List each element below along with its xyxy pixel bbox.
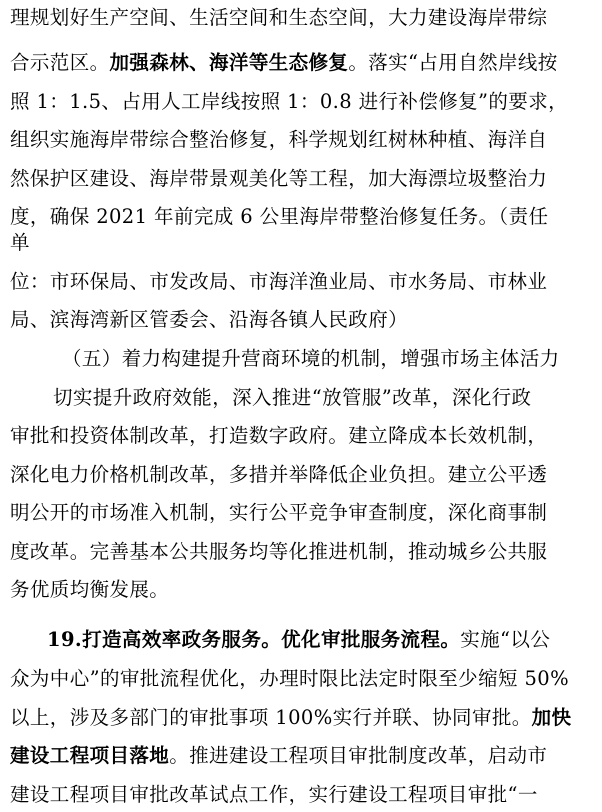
text-line-14 [10, 499, 547, 527]
text-line-8 [10, 268, 547, 296]
text-line-17 [47, 626, 550, 654]
text-line-3 [10, 88, 568, 116]
text: 审批和投资体制改革，打造数字政府。建立降成本长效机制， [10, 424, 548, 447]
text: 位：市环保局、市发改局、市海洋渔业局、市水务局、市林业 [10, 270, 548, 293]
text: 实施“以公 [460, 628, 551, 651]
text: 明公开的市场准入机制，实行公平竞争审查制度，深化商事制 [10, 501, 548, 524]
text-line-18 [10, 665, 569, 693]
text-line-11 [53, 384, 531, 412]
text-line-10 [62, 345, 560, 373]
text-line-15 [10, 538, 547, 566]
bold-text: 优化审批服务流程。 [281, 628, 461, 651]
bold-text: 加快 [531, 706, 572, 729]
text-line-12 [10, 422, 547, 450]
text: 度，确保 2021 年前完成 6 公里海岸带整治修复任务。（责任 [10, 205, 549, 228]
bold-text: 建设工程项目落地 [10, 744, 170, 767]
text-line-16 [10, 576, 169, 604]
text-line-13 [10, 461, 547, 489]
text: 众为中心”的审批流程优化，办理时限比法定时限至少缩短 50% [10, 667, 570, 690]
text-line-6 [10, 203, 548, 231]
text-line-1 [10, 4, 547, 32]
text: 合示范区。 [10, 51, 110, 74]
text: 局、滨海湾新区管委会、沿海各镇人民政府） [10, 308, 409, 331]
text-line-7 [10, 229, 30, 257]
bold-text: 加强森林、海洋等生态修复 [109, 51, 349, 74]
text: 度改革。完善基本公共服务均等化推进机制，推动城乡公共服 [10, 540, 548, 563]
text: 照 1：1.5、占用人工岸线按照 1：0.8 进行补偿修复”的要求， [10, 90, 569, 113]
text: 深化电力价格机制改革，多措并举降低企业负担。建立公平透 [10, 463, 548, 486]
text: 以上，涉及多部门的审批事项 100%实行并联、协同审批。 [10, 706, 532, 729]
text-line-9 [10, 306, 408, 334]
text: 理规划好生产空间、生活空间和生态空间，大力建设海岸带综 [10, 6, 548, 29]
text-line-5 [10, 165, 547, 193]
text-line-4 [10, 126, 547, 154]
text-line-20 [10, 742, 547, 770]
text: 。推进建设工程项目审批制度改革，启动市 [169, 744, 548, 767]
text-line-19 [10, 704, 571, 732]
text: 务优质均衡发展。 [10, 578, 170, 601]
text: 切实提升政府效能，深入推进“放管服”改革，深化行政 [53, 386, 532, 409]
text: （五）着力构建提升营商环境的机制，增强市场主体活力 [62, 347, 560, 370]
text-line-21 [10, 781, 538, 809]
text-line-2 [10, 49, 558, 77]
text: 。落实“占用自然岸线按 [348, 51, 558, 74]
text: 组织实施海岸带综合整治修复，科学规划红树林种植、海洋自 [10, 128, 548, 151]
bold-text: 19.打造高效率政务服务。 [47, 628, 282, 651]
text: 然保护区建设、海岸带景观美化等工程，加大海漂垃圾整治力 [10, 167, 548, 190]
text: 单 [10, 231, 30, 254]
text: 建设工程项目审批改革试点工作，实行建设工程项目审批“一 [10, 783, 538, 806]
